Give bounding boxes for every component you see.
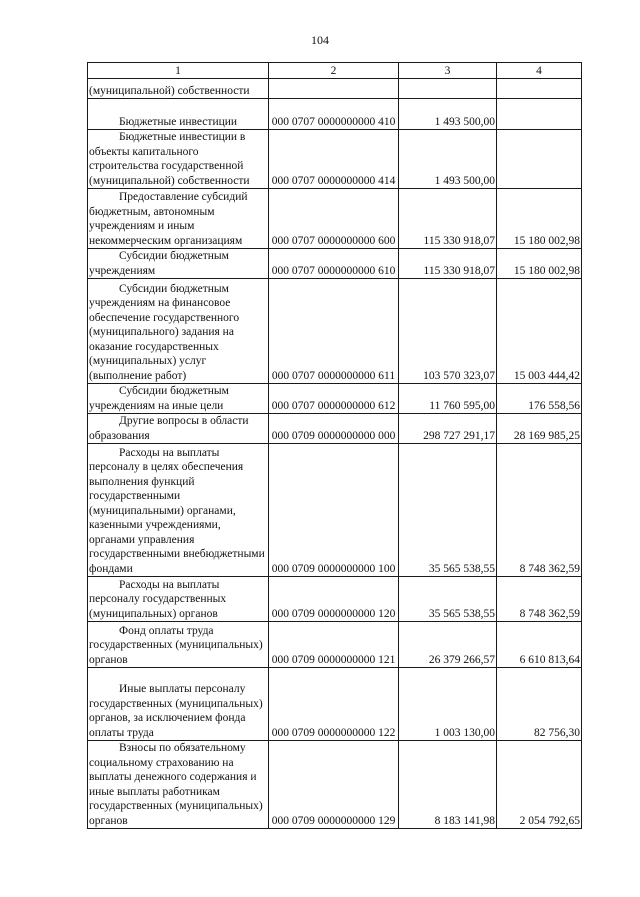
row-name-text: Расходы на выплаты персоналу государственных (муниципальных) органов <box>89 578 227 620</box>
row-name-text: Другие вопросы в области образования <box>89 415 249 442</box>
row-sum2-cell: 8 748 362,59 <box>497 444 582 577</box>
row-sum-cell: 115 330 918,07 <box>399 249 497 279</box>
row-sum2-cell: 82 756,30 <box>497 668 582 741</box>
row-sum-cell: 1 003 130,00 <box>399 668 497 741</box>
row-sum2-cell <box>497 99 582 130</box>
page-number: 104 <box>311 33 329 47</box>
row-code-cell: 000 0709 0000000000 121 <box>269 622 399 668</box>
row-name-text: Бюджетные инвестиции <box>119 115 238 128</box>
table-row <box>88 444 582 577</box>
row-name-text: (муниципальной) собственности <box>89 84 250 97</box>
row-name-text: Фонд оплаты труда государственных (муниципальных) органов <box>89 624 263 666</box>
row-code-cell: 000 0709 0000000000 100 <box>269 444 399 577</box>
row-name-cell <box>88 189 269 249</box>
row-sum2-cell <box>497 130 582 189</box>
row-name-cell <box>88 79 269 99</box>
table-row <box>88 384 582 414</box>
row-name-text: Расходы на выплаты персоналу в целях обеспечения выполнения функций государственными (муниципальными) органами, казенными учреждениями, органами управления государственными внебюджетными фондами <box>89 446 265 575</box>
header-col-4: 4 <box>497 63 582 79</box>
row-sum-cell: 8 183 141,98 <box>399 741 497 829</box>
table-row <box>88 79 582 99</box>
row-name-cell <box>88 741 269 829</box>
row-code-cell: 000 0707 0000000000 610 <box>269 249 399 279</box>
row-name-cell <box>88 414 269 444</box>
row-sum-cell: 1 493 500,00 <box>399 99 497 130</box>
table-row <box>88 622 582 668</box>
row-code-cell: 000 0707 0000000000 611 <box>269 279 399 384</box>
row-sum-cell: 298 727 291,17 <box>399 414 497 444</box>
row-sum-cell <box>399 79 497 99</box>
row-name-text: Взносы по обязательному социальному страхованию на выплаты денежного содержания и иные выплаты работникам государственных (муниципальных) органов <box>89 742 263 827</box>
row-sum-cell: 26 379 266,57 <box>399 622 497 668</box>
table-row <box>88 130 582 189</box>
row-name-text: Предоставление субсидий бюджетным, автономным учреждениям и иным некоммерческим организациям <box>89 191 248 247</box>
row-name-cell <box>88 622 269 668</box>
row-sum2-cell: 15 180 002,98 <box>497 189 582 249</box>
row-code-cell: 000 0709 0000000000 000 <box>269 414 399 444</box>
row-code-cell: 000 0709 0000000000 122 <box>269 668 399 741</box>
table-header-row <box>88 63 582 79</box>
row-sum2-cell: 176 558,56 <box>497 384 582 414</box>
row-sum-cell: 35 565 538,55 <box>399 444 497 577</box>
row-sum2-cell: 8 748 362,59 <box>497 577 582 622</box>
row-sum-cell: 115 330 918,07 <box>399 189 497 249</box>
row-code-cell: 000 0709 0000000000 120 <box>269 577 399 622</box>
row-code-cell: 000 0707 0000000000 612 <box>269 384 399 414</box>
row-name-cell <box>88 249 269 279</box>
row-name-cell <box>88 577 269 622</box>
table-row <box>88 414 582 444</box>
row-sum2-cell: 28 169 985,25 <box>497 414 582 444</box>
row-name-text: Бюджетные инвестиции в объекты капитального строительства государственной (муниципальной) собственности <box>89 131 250 187</box>
row-sum2-cell: 15 180 002,98 <box>497 249 582 279</box>
row-name-text: Субсидии бюджетным учреждениям <box>89 250 229 277</box>
header-col-3: 3 <box>399 63 497 79</box>
row-name-text: Субсидии бюджетным учреждениям на иные цели <box>89 385 229 412</box>
row-code-cell: 000 0707 0000000000 414 <box>269 130 399 189</box>
table-row <box>88 249 582 279</box>
row-sum2-cell: 6 610 813,64 <box>497 622 582 668</box>
row-name-text: Субсидии бюджетным учреждениям на финансовое обеспечение государственного (муниципального) задания на оказание государственных (муниципальных) услуг (выполнение работ) <box>89 282 240 382</box>
budget-table-body <box>88 63 582 829</box>
row-code-cell <box>269 79 399 99</box>
row-name-cell <box>88 279 269 384</box>
row-sum-cell: 103 570 323,07 <box>399 279 497 384</box>
row-name-cell <box>88 384 269 414</box>
table-row <box>88 99 582 130</box>
row-code-cell: 000 0709 0000000000 129 <box>269 741 399 829</box>
row-sum2-cell <box>497 79 582 99</box>
table-row <box>88 279 582 384</box>
row-name-cell <box>88 668 269 741</box>
row-name-cell <box>88 99 269 130</box>
table-row <box>88 577 582 622</box>
row-sum-cell: 35 565 538,55 <box>399 577 497 622</box>
table-row <box>88 668 582 741</box>
budget-table <box>87 62 582 829</box>
row-code-cell: 000 0707 0000000000 410 <box>269 99 399 130</box>
row-sum-cell: 11 760 595,00 <box>399 384 497 414</box>
table-row <box>88 741 582 829</box>
row-sum2-cell: 15 003 444,42 <box>497 279 582 384</box>
header-col-2: 2 <box>269 63 399 79</box>
row-sum2-cell: 2 054 792,65 <box>497 741 582 829</box>
row-sum-cell: 1 493 500,00 <box>399 130 497 189</box>
row-name-cell <box>88 444 269 577</box>
table-row <box>88 189 582 249</box>
row-name-cell <box>88 130 269 189</box>
header-col-1: 1 <box>88 63 269 79</box>
row-code-cell: 000 0707 0000000000 600 <box>269 189 399 249</box>
row-name-text: Иные выплаты персоналу государственных (муниципальных) органов, за исключением фонда оплаты труда <box>89 683 263 739</box>
